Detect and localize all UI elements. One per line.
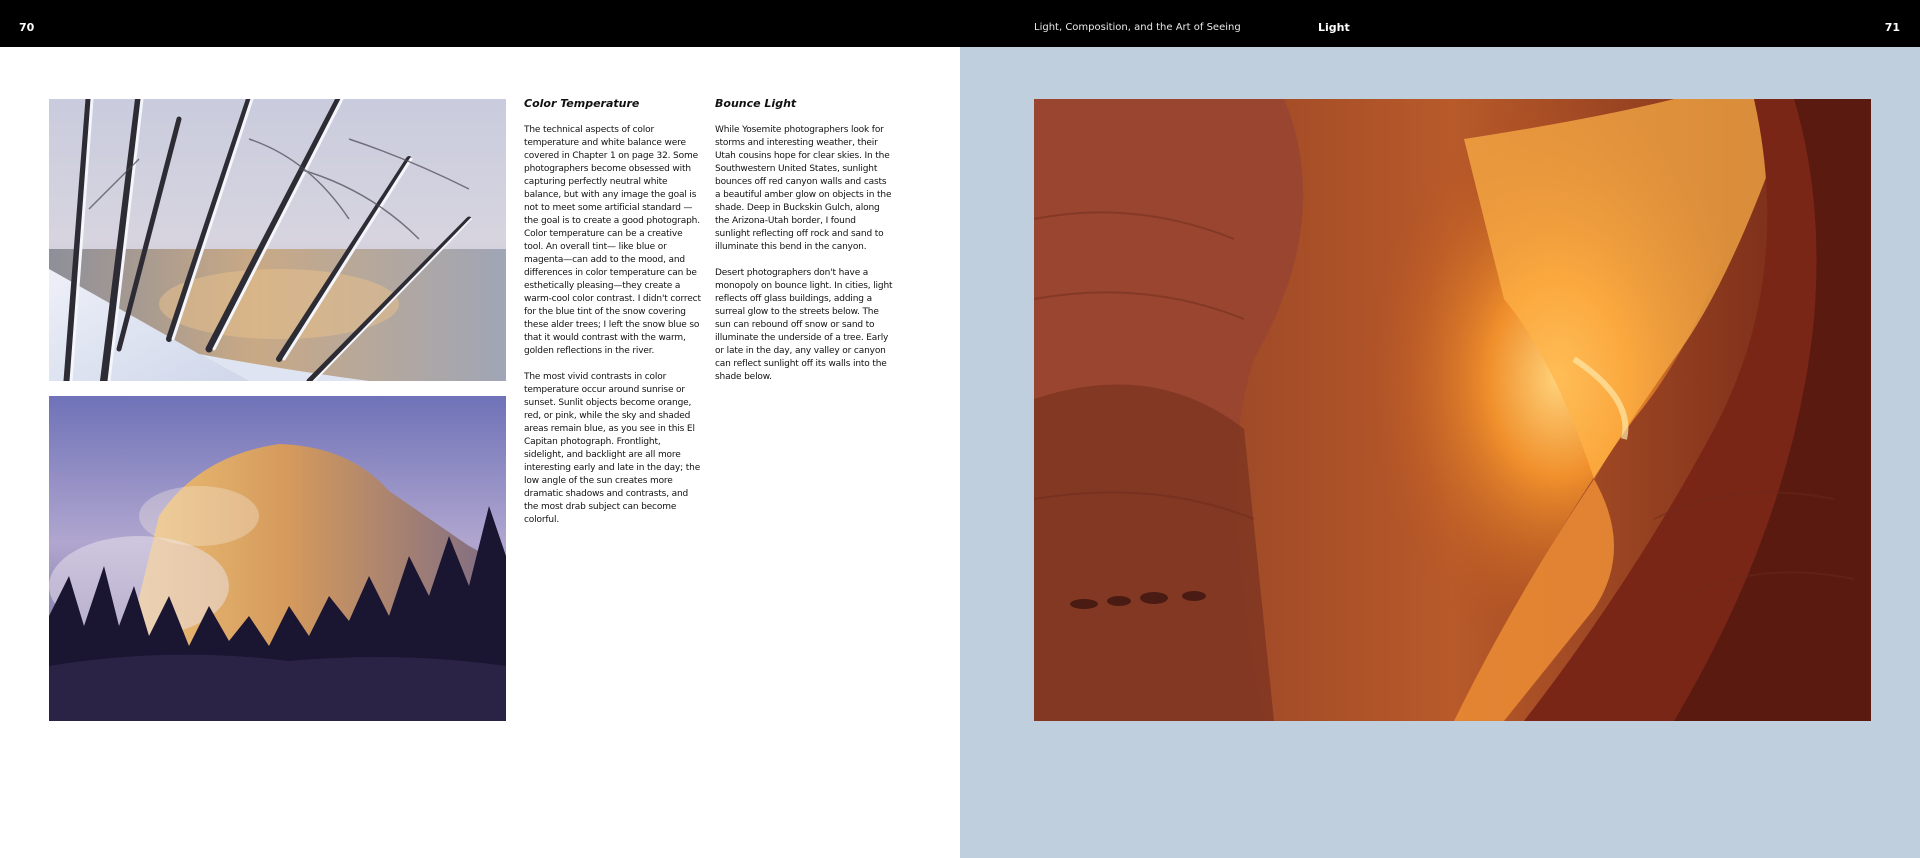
left-page-number: 70 xyxy=(19,21,35,34)
color-temperature-column xyxy=(524,96,702,540)
running-title: Light, Composition, and the Art of Seeing xyxy=(1034,22,1241,33)
body-paragraph: The most vivid contrasts in color temperature occur around sunrise or sunset. Sunlit objects become orange, red, or pink, while the sky and shaded areas remain blue, as you see in this El Capitan photograph. Frontlight, sidelight, and backlight are all more interesting early and late in the day; the low angle of the sun creates more dramatic shadows and contrasts, and the most drab subject can become colorful. xyxy=(524,372,701,525)
running-header xyxy=(0,0,1920,47)
snow-alder-trees-photo xyxy=(49,99,506,381)
running-section: Light xyxy=(1318,21,1350,34)
color-temperature-heading: Color Temperature xyxy=(524,97,640,110)
buckskin-gulch-canyon-photo xyxy=(1034,99,1871,721)
body-paragraph: Desert photographers don't have a monopoly on bounce light. In cities, light reflects off glass buildings, adding a surreal glow to the streets below. The sun can rebound off snow or sand to illuminate the underside of a tree. Early or late in the day, any valley or canyon can reflect sunlight off its walls into the shade below. xyxy=(715,268,893,382)
bounce-light-heading: Bounce Light xyxy=(715,97,797,110)
bounce-light-column xyxy=(715,96,893,397)
body-paragraph: The technical aspects of color temperature and white balance were covered in Chapter 1 on page 32. Some photographers become obsessed with capturing perfectly neutral white balance, but with any image the goal is not to meet some artificial standard —the goal is to create a good photograph. Color temperature can be a creative tool. An overall tint— like blue or magenta—can add to the mood, and differences in color temperature can be esthetically pleasing—they create a warm-cool color contrast. I didn't correct for the blue tint of the snow covering these alder trees; I left the snow blue so that it would contrast with the warm, golden reflections in the river. xyxy=(524,125,701,356)
right-page-number: 71 xyxy=(1884,21,1900,34)
el-capitan-photo xyxy=(49,396,506,721)
body-paragraph: While Yosemite photographers look for storms and interesting weather, their Utah cousins hope for clear skies. In the Southwestern United States, sunlight bounces off red canyon walls and casts a beautiful amber glow on objects in the shade. Deep in Buckskin Gulch, along the Arizona-Utah border, I found sunlight reflecting off rock and sand to illuminate this bend in the canyon. xyxy=(715,125,892,252)
